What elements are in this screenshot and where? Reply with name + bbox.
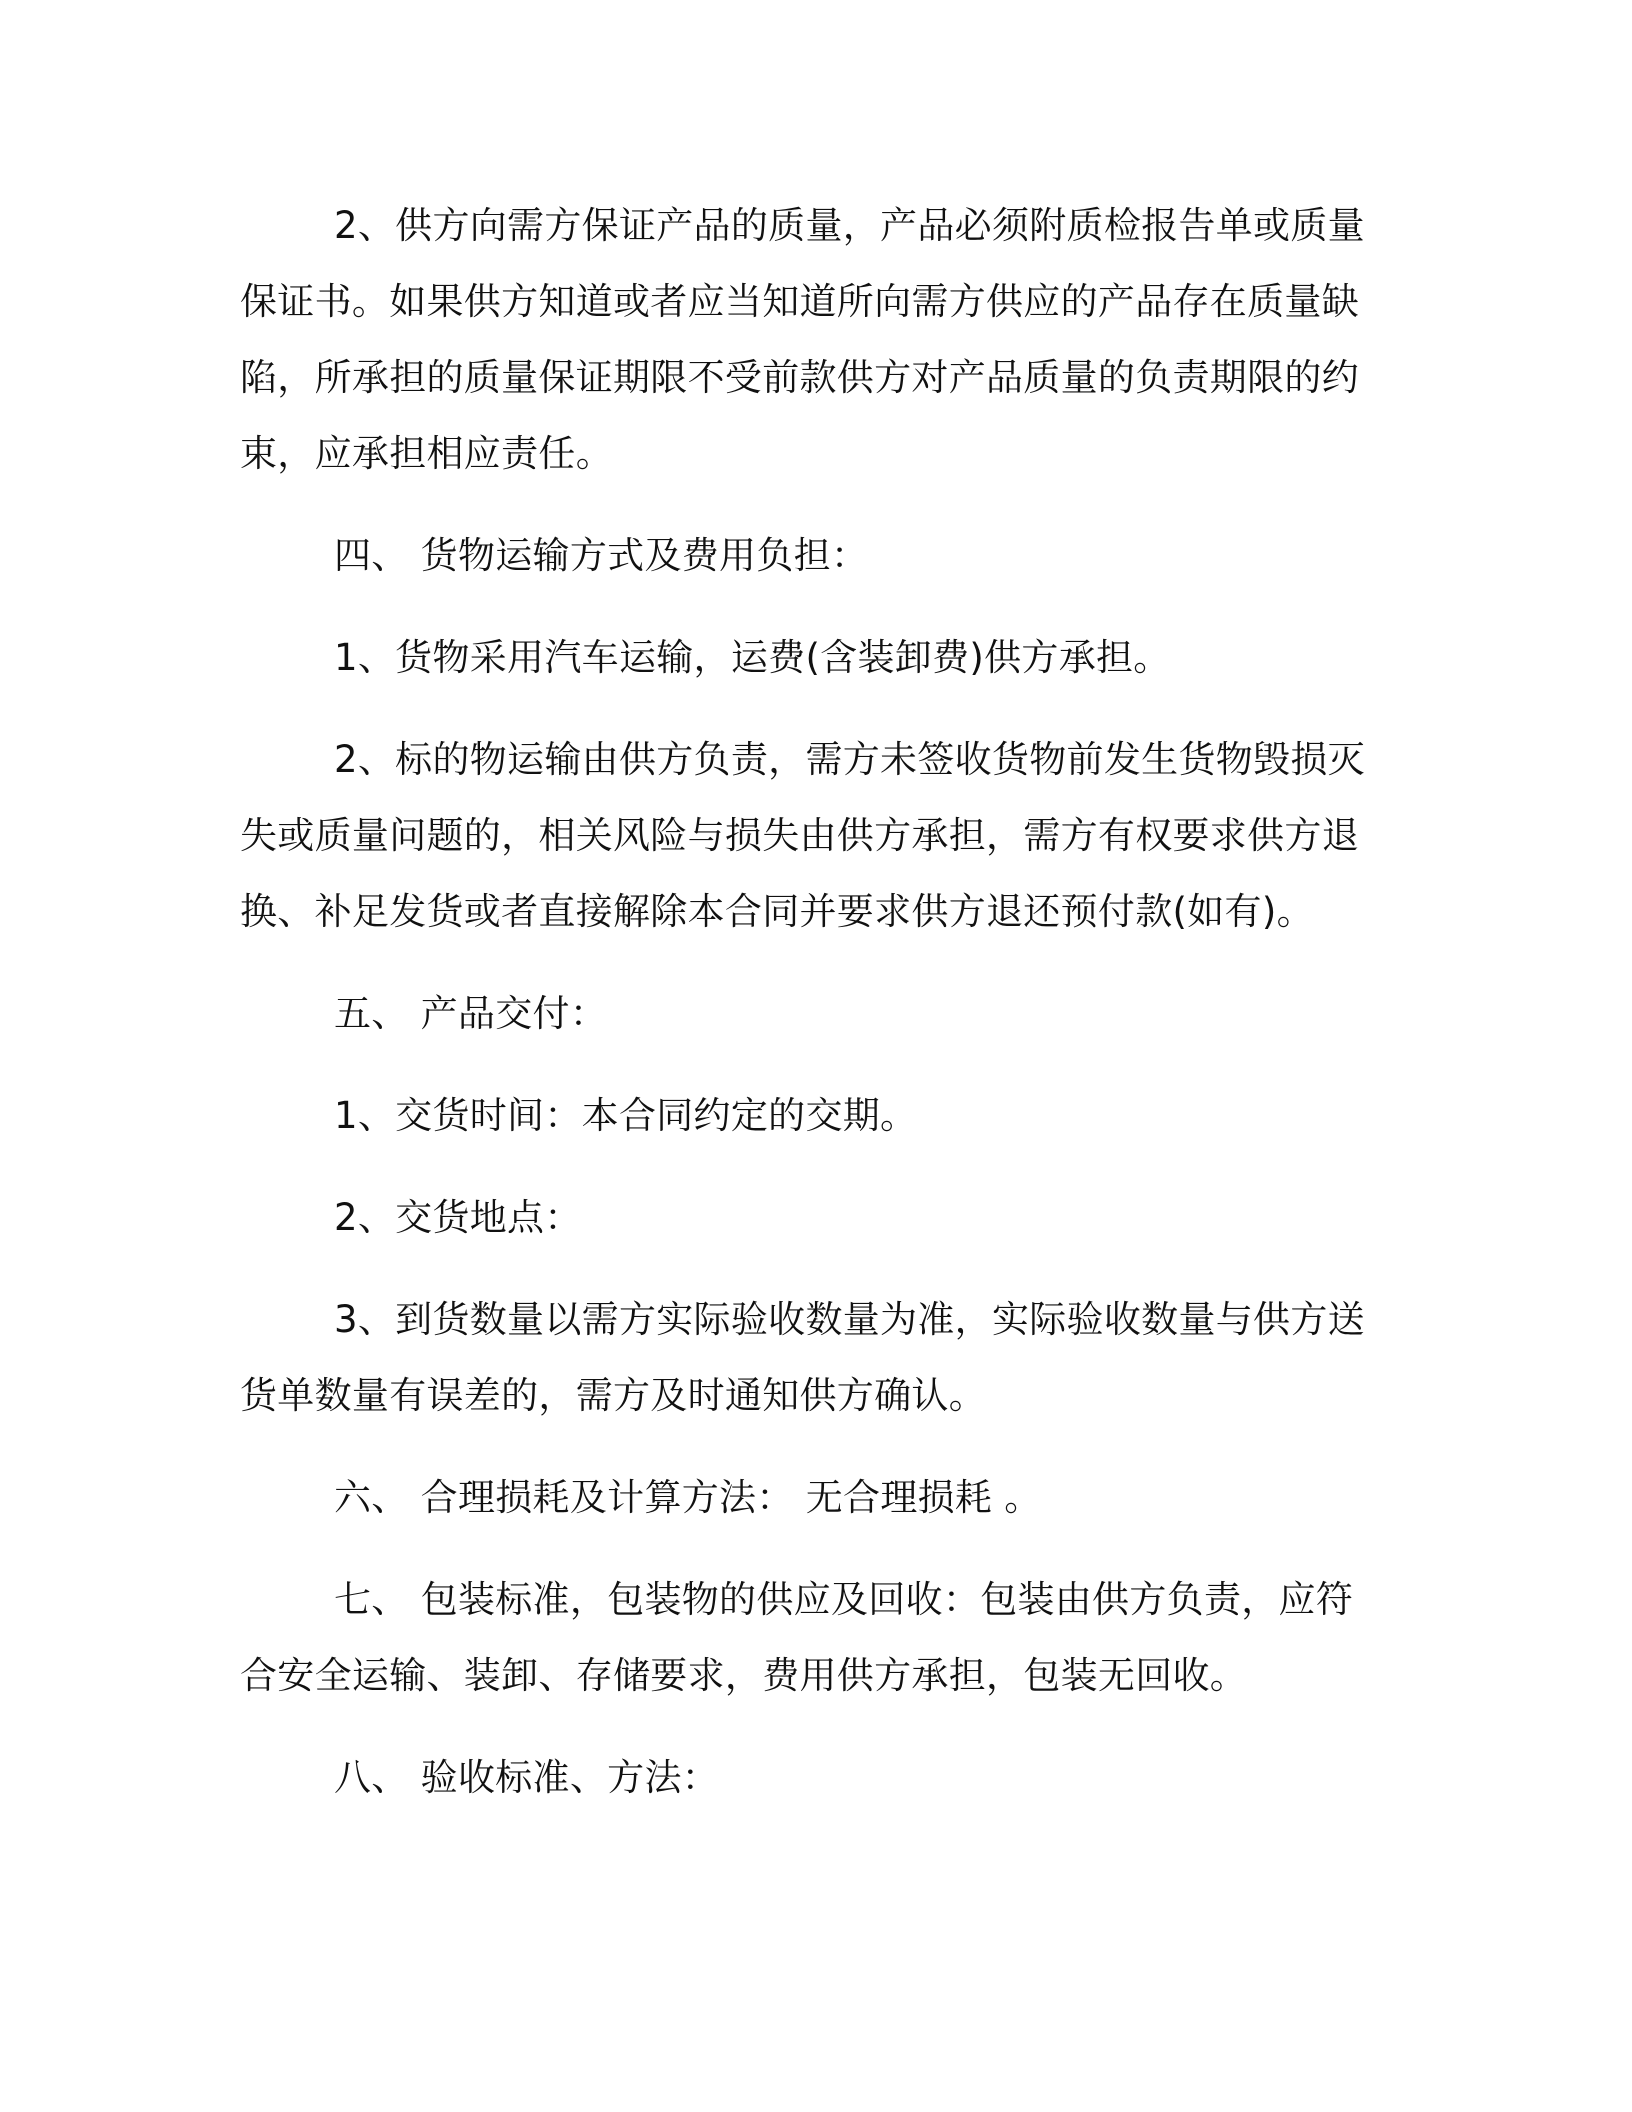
paragraph-delivery-time: 1、交货时间：本合同约定的交期。 [334,1094,918,1137]
paragraph-reasonable-loss: 六、 合理损耗及计算方法： 无合理损耗 。 [334,1476,1042,1519]
heading-acceptance-standard: 八、 验收标准、方法： [334,1756,720,1799]
paragraph-quality-guarantee: 2、供方向需方保证产品的质量，产品必须附质检报告单或质量保证书。如果供方知道或者应当知道所向需方供应的产品存在质量缺陷，所承担的质量保证期限不受前款供方对产品质量的负责期限的约束，应承担相应责任。 [240,204,1365,475]
paragraph-packaging-standard: 七、 包装标准，包装物的供应及回收：包装由供方负责，应符合安全运输、装卸、存储要求，费用供方承担，包装无回收。 [240,1578,1354,1697]
paragraph-transport-method: 1、货物采用汽车运输，运费(含装卸费)供方承担。 [334,636,1171,679]
paragraph-delivery-quantity: 3、到货数量以需方实际验收数量为准，实际验收数量与供方送货单数量有误差的，需方及时通知供方确认。 [240,1298,1365,1417]
heading-product-delivery: 五、 产品交付： [334,992,608,1035]
paragraph-delivery-location: 2、交货地点： [334,1196,582,1239]
paragraph-transport-risk: 2、标的物运输由供方负责，需方未签收货物前发生货物毁损灭失或质量问题的，相关风险与损失由供方承担，需方有权要求供方退换、补足发货或者直接解除本合同并要求供方退还预付款(如有)。 [240,738,1365,933]
document-body [240,188,1386,1816]
heading-transport-cost: 四、 货物运输方式及费用负担： [334,534,869,577]
